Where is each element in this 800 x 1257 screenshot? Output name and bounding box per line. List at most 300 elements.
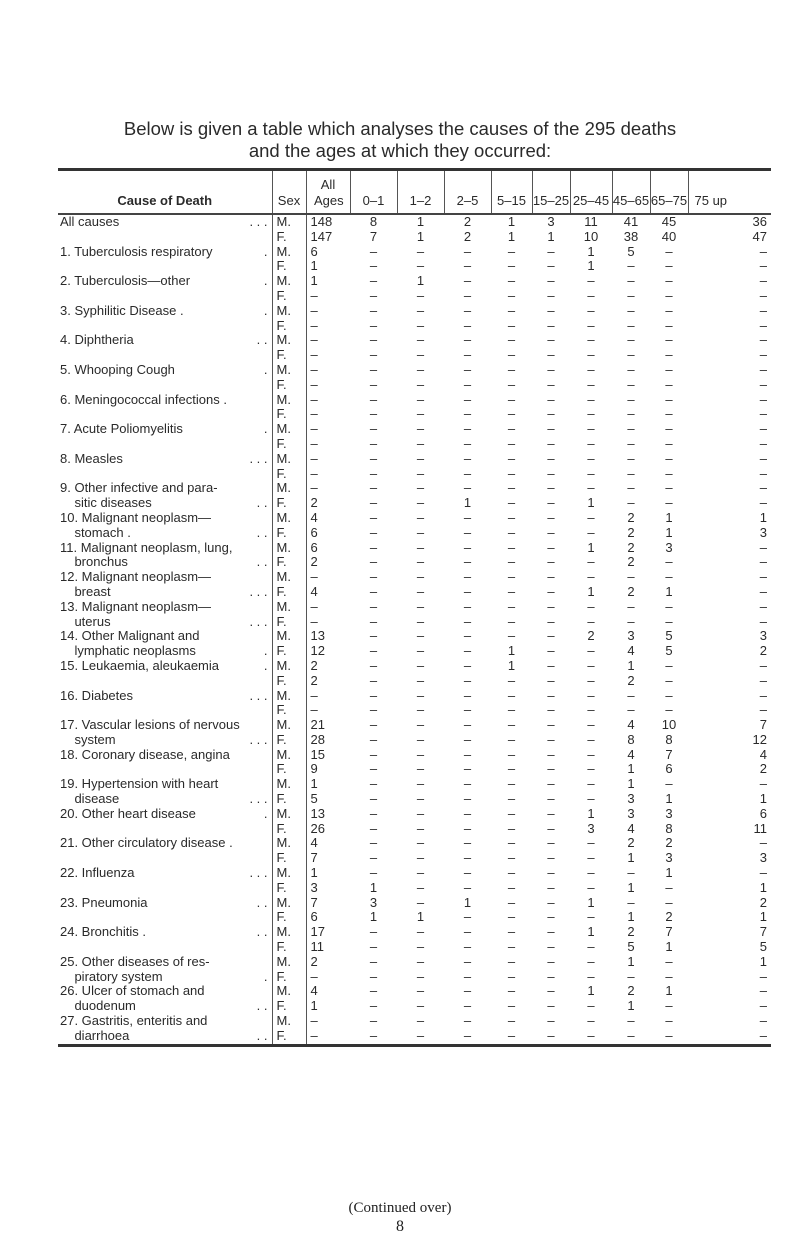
count-cell: – (759, 466, 767, 481)
count-cell: – (612, 1029, 650, 1045)
count-cell: – (507, 348, 516, 363)
leader-dots: . (263, 244, 268, 259)
count-cell: – (369, 348, 378, 363)
cause-label: 11. Malignant neoplasm, lung, (60, 540, 233, 555)
count-cell: – (547, 969, 555, 984)
count-cell: 26 (310, 821, 325, 836)
sex-cell: F. (272, 792, 306, 807)
count-cell: – (416, 792, 425, 807)
count-cell: – (463, 274, 472, 289)
count-cell: – (665, 451, 673, 466)
count-cell: – (665, 392, 673, 407)
table-row (58, 1029, 771, 1045)
count-cell: 7 (665, 747, 673, 762)
count-cell: – (310, 481, 318, 496)
count-cell: – (369, 673, 378, 688)
count-cell: 3 (759, 629, 767, 644)
count-cell: 2 (627, 836, 635, 851)
count-cell: – (759, 570, 767, 585)
count-cell: – (627, 688, 635, 703)
sex-cell: F. (272, 437, 306, 452)
count-cell: – (507, 451, 516, 466)
cause-cell (58, 822, 272, 837)
cause-cell-content (60, 629, 272, 644)
count-cell: – (310, 688, 318, 703)
count-cell: – (587, 732, 595, 747)
count-cell: – (463, 629, 472, 644)
count-cell: – (369, 407, 378, 422)
count-cell: 3 (310, 880, 318, 895)
count-cell: – (369, 747, 378, 762)
count-cell: – (665, 333, 673, 348)
sex-cell: M. (272, 511, 306, 526)
count-cell: – (587, 718, 595, 733)
count-cell: – (507, 377, 516, 392)
count-cell: – (310, 318, 318, 333)
count-cell: – (547, 244, 555, 259)
count-cell: – (416, 895, 425, 910)
count-cell: – (547, 954, 555, 969)
count-cell: – (665, 614, 673, 629)
count-cell: – (587, 762, 595, 777)
cause-label: 8. Measles (60, 451, 123, 466)
count-cell: 2 (665, 836, 673, 851)
count-cell: – (397, 1029, 444, 1045)
continued-note: (Continued over) (348, 1200, 452, 1216)
table-row (58, 822, 771, 837)
count-cell: – (369, 244, 378, 259)
count-cell: – (416, 629, 425, 644)
count-cell: – (547, 644, 555, 659)
count-cell: 5 (759, 940, 767, 955)
count-cell: – (369, 851, 378, 866)
count-cell: – (507, 392, 516, 407)
count-cell: 2 (587, 629, 595, 644)
cause-cell-content (60, 452, 272, 467)
cause-cell-content (60, 363, 272, 378)
cause-cell (58, 940, 272, 955)
count-cell: – (507, 303, 516, 318)
count-cell: – (587, 614, 595, 629)
table-row (58, 407, 771, 422)
count-cell: – (463, 422, 472, 437)
sex-cell: M. (272, 333, 306, 348)
cause-label: diarrhoea (60, 1028, 130, 1043)
table-row (58, 570, 771, 585)
count-cell: – (463, 599, 472, 614)
count-cell: – (547, 940, 555, 955)
count-cell: – (463, 880, 472, 895)
sex-cell: M. (272, 629, 306, 644)
count-cell: 2 (627, 673, 635, 688)
cause-label: piratory system (60, 969, 163, 984)
sex-cell: F. (272, 970, 306, 985)
count-cell: – (547, 318, 555, 333)
count-cell: – (369, 969, 378, 984)
count-cell: – (759, 377, 767, 392)
count-cell: – (627, 481, 635, 496)
cause-label: 23. Pneumonia (60, 895, 148, 910)
leader-dots (268, 393, 272, 408)
sex-cell: F. (272, 644, 306, 659)
count-cell: – (369, 718, 378, 733)
count-cell: – (463, 244, 472, 259)
count-cell: – (463, 969, 472, 984)
cause-cell-content (60, 866, 272, 881)
count-cell: – (587, 866, 595, 881)
count-cell: – (369, 732, 378, 747)
cause-label: 24. Bronchitis . (60, 925, 146, 940)
cause-label: 7. Acute Poliomyelitis (60, 422, 183, 437)
cause-cell-content (60, 615, 272, 630)
cause-cell (58, 570, 272, 585)
sex-cell: F. (272, 496, 306, 511)
cause-cell (58, 289, 272, 304)
count-cell: 8 (369, 214, 378, 229)
count-cell: 6 (310, 525, 318, 540)
cause-cell-content (60, 1029, 272, 1044)
count-cell: – (463, 570, 472, 585)
table-row (58, 674, 771, 689)
cause-cell (58, 1029, 272, 1045)
cause-label: 27. Gastritis, enteritis and (60, 1014, 208, 1029)
header-age-0-1: 0–1 (350, 170, 397, 215)
count-cell: – (507, 466, 516, 481)
count-cell: – (547, 777, 555, 792)
count-cell: – (310, 969, 318, 984)
count-cell: – (416, 718, 425, 733)
header-age-75-up: 75 up (688, 170, 771, 215)
sex-cell: M. (272, 363, 306, 378)
cause-cell (58, 629, 272, 644)
count-cell: – (547, 821, 555, 836)
sex-cell: F. (272, 822, 306, 837)
count-cell: – (587, 451, 595, 466)
table-row (58, 393, 771, 408)
count-cell: – (547, 259, 555, 274)
count-cell: – (416, 762, 425, 777)
count-cell: – (463, 288, 472, 303)
count-cell: – (587, 599, 595, 614)
table-row (58, 910, 771, 925)
count-cell: – (369, 451, 378, 466)
count-cell: – (507, 333, 516, 348)
count-cell: – (627, 570, 635, 585)
count-cell: – (587, 466, 595, 481)
cause-cell (58, 452, 272, 467)
count-cell: – (665, 1014, 673, 1029)
cause-cell (58, 644, 272, 659)
count-cell: – (369, 288, 378, 303)
count-cell: – (587, 333, 595, 348)
count-cell: – (369, 481, 378, 496)
count-cell: 47 (752, 229, 767, 244)
count-cell: – (627, 422, 635, 437)
count-cell: – (369, 318, 378, 333)
count-cell: 8 (665, 732, 673, 747)
leader-dots: . . (256, 555, 268, 570)
leader-dots: . . (256, 895, 268, 910)
count-cell: – (507, 288, 516, 303)
count-cell: – (587, 880, 595, 895)
count-cell: 28 (310, 732, 325, 747)
count-cell: – (416, 244, 425, 259)
count-cell: – (759, 318, 767, 333)
count-cell: – (463, 1014, 472, 1029)
count-cell: 1 (587, 806, 595, 821)
table-row (58, 481, 771, 496)
count-cell: – (759, 288, 767, 303)
count-cell: – (627, 392, 635, 407)
cause-cell (58, 925, 272, 940)
sex-cell: M. (272, 541, 306, 556)
count-cell: – (369, 644, 378, 659)
count-cell: – (507, 555, 516, 570)
count-cell: – (665, 274, 673, 289)
count-cell: – (570, 1029, 612, 1045)
cause-cell (58, 348, 272, 363)
count-cell: 6 (665, 762, 673, 777)
intro-line-2: and the ages at which they occurred: (248, 140, 552, 161)
count-cell: – (369, 762, 378, 777)
count-cell: – (463, 348, 472, 363)
cause-cell (58, 333, 272, 348)
cause-label: 5. Whooping Cough (60, 362, 175, 377)
count-cell: – (547, 555, 555, 570)
count-cell: – (369, 836, 378, 851)
count-cell: – (587, 436, 595, 451)
count-cell: – (416, 362, 425, 377)
count-cell: 1 (627, 880, 635, 895)
sex-cell: M. (272, 807, 306, 822)
count-cell: – (587, 673, 595, 688)
count-cell: 3 (759, 525, 767, 540)
count-cell: – (310, 1014, 318, 1029)
count-cell: – (587, 422, 595, 437)
count-cell: – (507, 940, 516, 955)
count-cell: 10 (583, 229, 599, 244)
count-cell: – (369, 821, 378, 836)
count-cell: – (547, 407, 555, 422)
count-cell: – (416, 451, 425, 466)
header-all-ages (306, 170, 350, 215)
cause-cell (58, 422, 272, 437)
cause-cell (58, 851, 272, 866)
sex-cell: M. (272, 866, 306, 881)
count-cell: – (463, 851, 472, 866)
table-row (58, 836, 771, 851)
count-cell: – (463, 362, 472, 377)
count-cell: 7 (310, 895, 318, 910)
cause-cell (58, 259, 272, 274)
table-row (58, 955, 771, 970)
count-cell: 2 (627, 584, 635, 599)
count-cell: – (369, 540, 378, 555)
count-cell: – (416, 318, 425, 333)
count-cell: – (587, 777, 595, 792)
count-cell: – (759, 836, 767, 851)
count-cell: 11 (310, 940, 324, 955)
sex-cell: F. (272, 585, 306, 600)
count-cell: 45 (661, 214, 677, 229)
count-cell: 1 (759, 954, 767, 969)
cause-cell-content (60, 984, 272, 999)
count-cell: – (369, 599, 378, 614)
count-cell: – (463, 999, 472, 1014)
cause-cell-content (60, 555, 272, 570)
count-cell: – (547, 451, 555, 466)
count-cell: 1 (310, 274, 318, 289)
cause-cell (58, 718, 272, 733)
cause-cell (58, 792, 272, 807)
count-cell: – (587, 288, 595, 303)
sex-cell: F. (272, 467, 306, 482)
cause-label: 21. Other circulatory disease . (60, 836, 233, 851)
count-cell: – (507, 969, 516, 984)
count-cell: – (627, 866, 635, 881)
count-cell: 6 (310, 244, 318, 259)
count-cell: – (416, 673, 425, 688)
count-cell: 1 (759, 910, 767, 925)
cause-cell-content (60, 689, 272, 704)
count-cell: – (463, 540, 472, 555)
count-cell: – (310, 599, 318, 614)
count-cell: – (507, 614, 516, 629)
sex-cell: F. (272, 230, 306, 245)
table-row (58, 289, 771, 304)
count-cell: 1 (416, 274, 425, 289)
count-cell: 1 (310, 866, 318, 881)
count-cell: – (627, 703, 635, 718)
count-cell: – (547, 910, 555, 925)
count-cell: – (416, 940, 425, 955)
count-cell: – (369, 333, 378, 348)
count-cell: – (587, 910, 595, 925)
count-cell: – (416, 288, 425, 303)
cause-cell (58, 984, 272, 999)
count-cell: – (463, 762, 472, 777)
count-cell: – (759, 688, 767, 703)
count-cell: – (369, 866, 378, 881)
count-cell: – (463, 984, 472, 999)
count-cell: – (665, 318, 673, 333)
count-cell: – (416, 777, 425, 792)
count-cell: 4 (627, 747, 635, 762)
count-cell: – (759, 333, 767, 348)
cause-cell (58, 304, 272, 319)
count-cell: 2 (627, 925, 635, 940)
count-cell: – (507, 895, 516, 910)
sex-cell: M. (272, 422, 306, 437)
count-cell: – (463, 333, 472, 348)
count-cell: – (532, 1029, 570, 1045)
cause-cell-content (60, 215, 272, 230)
cause-cell (58, 393, 272, 408)
count-cell: – (507, 629, 516, 644)
cause-cell (58, 407, 272, 422)
count-cell: – (665, 969, 673, 984)
cause-cell-content (60, 970, 272, 985)
count-cell: 1 (627, 777, 635, 792)
count-cell: – (547, 792, 555, 807)
cause-cell (58, 1014, 272, 1029)
count-cell: – (547, 762, 555, 777)
count-cell: – (416, 999, 425, 1014)
count-cell: 1 (665, 510, 673, 525)
count-cell: 1 (627, 999, 635, 1014)
count-cell: – (665, 481, 673, 496)
count-cell: – (369, 274, 378, 289)
sex-cell: M. (272, 214, 306, 230)
count-cell: – (416, 1014, 425, 1029)
count-cell: – (507, 880, 516, 895)
count-cell: – (627, 614, 635, 629)
count-cell: – (665, 244, 673, 259)
count-cell: 1 (416, 214, 425, 229)
count-cell: – (463, 777, 472, 792)
cause-label: 2. Tuberculosis—other (60, 274, 191, 289)
count-cell: – (416, 525, 425, 540)
count-cell: – (587, 658, 595, 673)
count-cell: – (665, 288, 673, 303)
cause-cell (58, 659, 272, 674)
count-cell: – (463, 910, 472, 925)
count-cell: – (463, 658, 472, 673)
count-cell: – (507, 821, 516, 836)
leader-dots (268, 629, 272, 644)
sex-cell: M. (272, 836, 306, 851)
count-cell: 3 (627, 806, 635, 821)
leader-dots: . . . (249, 214, 268, 229)
count-cell: – (416, 422, 425, 437)
count-cell: – (416, 599, 425, 614)
count-cell: – (507, 570, 516, 585)
count-cell: 7 (759, 925, 767, 940)
count-cell: 2 (759, 895, 767, 910)
leader-dots (268, 777, 272, 792)
table-row (58, 348, 771, 363)
sex-cell: M. (272, 600, 306, 615)
cause-label: 3. Syphilitic Disease . (60, 303, 184, 318)
count-cell: – (650, 1029, 688, 1045)
cause-cell (58, 733, 272, 748)
count-cell: 1 (627, 954, 635, 969)
table-row (58, 259, 771, 274)
table-row (58, 644, 771, 659)
header-age-15-25: 15–25 (532, 170, 570, 215)
count-cell: – (507, 688, 516, 703)
table-row (58, 526, 771, 541)
count-cell: – (759, 436, 767, 451)
count-cell: 2 (627, 510, 635, 525)
table-row (58, 422, 771, 437)
cause-cell (58, 481, 272, 496)
count-cell: – (547, 392, 555, 407)
sex-cell: M. (272, 718, 306, 733)
count-cell: 3 (665, 851, 673, 866)
sex-cell: F. (272, 378, 306, 393)
count-cell: – (587, 940, 595, 955)
count-cell: – (665, 954, 673, 969)
table-row (58, 629, 771, 644)
count-cell: – (665, 348, 673, 363)
count-cell: – (587, 481, 595, 496)
count-cell: 5 (665, 629, 673, 644)
table-row (58, 214, 771, 230)
count-cell: 1 (310, 259, 318, 274)
leader-dots: . . . (249, 451, 268, 466)
count-cell: 2 (310, 954, 318, 969)
